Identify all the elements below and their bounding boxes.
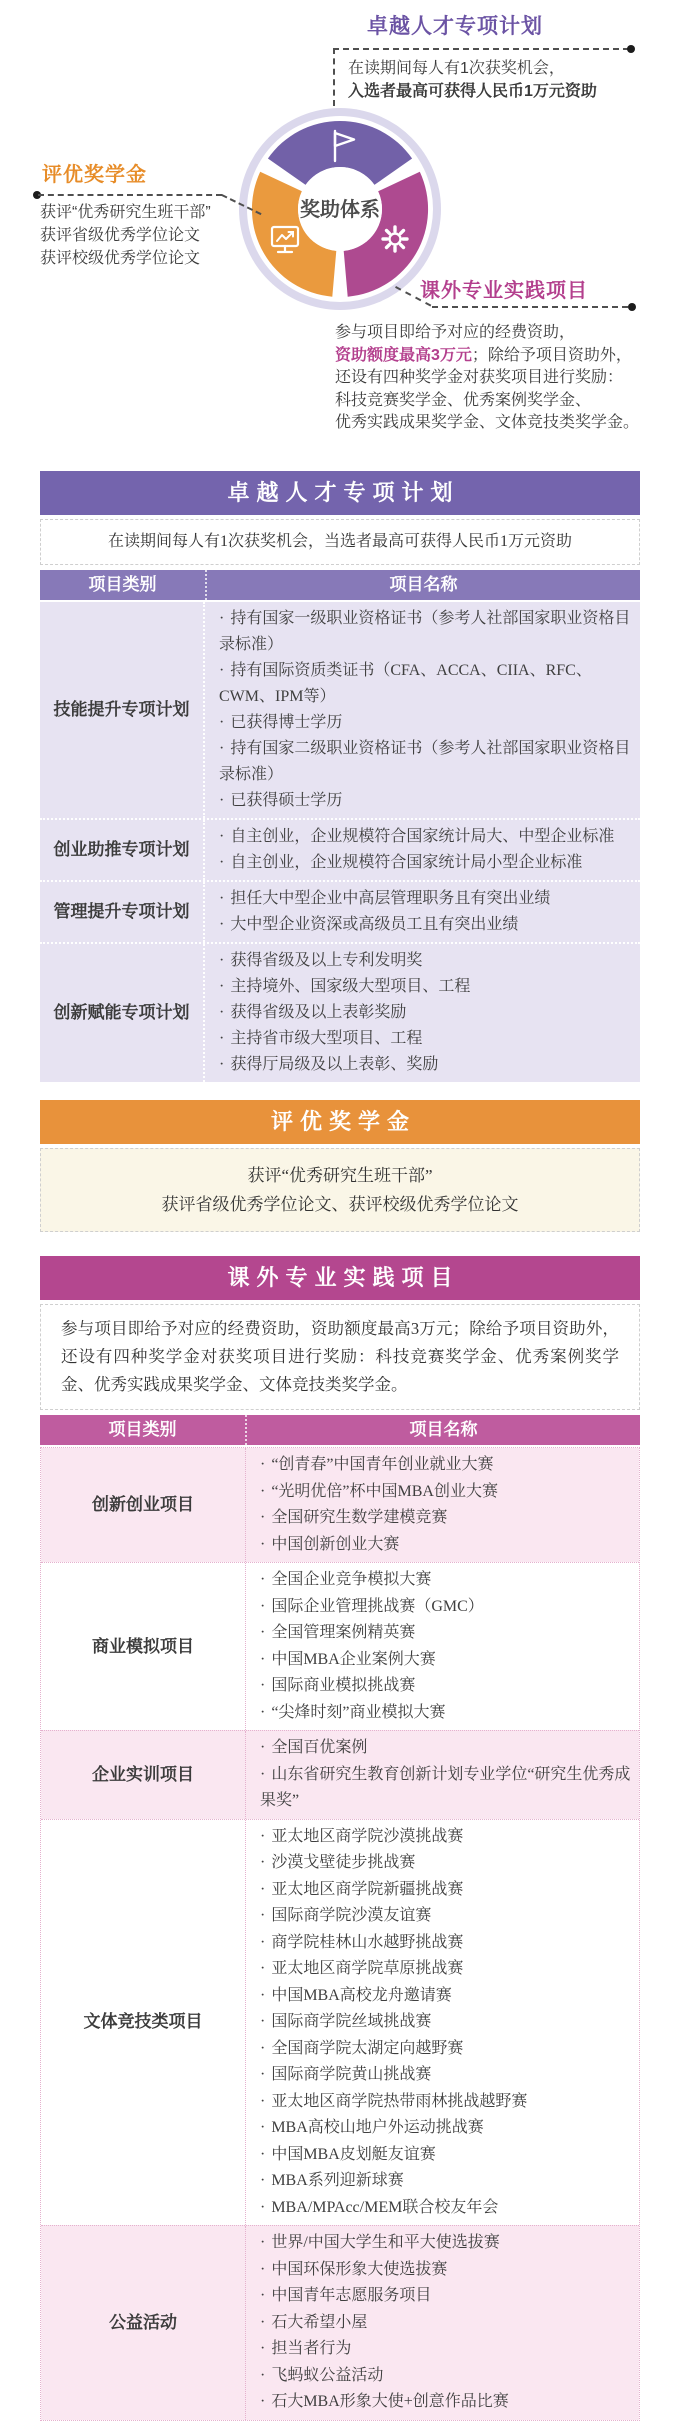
project-items <box>246 1563 639 1730</box>
project-item: · MBA高校山地户外运动挑战赛 <box>260 2115 639 2142</box>
callout-text: 获评省级优秀学位论文 <box>40 227 201 244</box>
section-scholarship <box>40 1100 640 1232</box>
callout-text: 科技竞赛奖学金、优秀案例奖学金、 <box>335 391 592 409</box>
project-item: · 中国MBA高校龙舟邀请赛 <box>260 1983 639 2010</box>
column-header-category: 项目类别 <box>40 570 207 600</box>
practice-intro: 参与项目即给予对应的经费资助，资助额度最高3万元；除给予项目资助外，还设有四种奖学金对获奖项目进行奖励：科技竞赛奖学金、优秀案例奖学金、优秀实践成果奖学金、文体竞技类奖学金。 <box>40 1304 640 1410</box>
scholarship-line: 获评“优秀研究生班干部” <box>247 1166 433 1185</box>
project-items <box>246 2226 639 2420</box>
table-row <box>41 1562 639 1730</box>
project-item: · 全国企业竞争模拟大赛 <box>260 1567 639 1594</box>
project-item: · 全国百优案例 <box>260 1735 639 1762</box>
project-item: · 飞蚂蚁公益活动 <box>260 2363 639 2390</box>
table-row <box>40 818 640 880</box>
project-item: · 全国管理案例精英赛 <box>260 1620 639 1647</box>
project-item: · 已获得硕士学历 <box>219 788 640 814</box>
callout-text-highlight: 资助额度最高3万元 <box>335 346 472 364</box>
excellence-table-header <box>40 570 640 600</box>
project-item: · 中国青年志愿服务项目 <box>260 2283 639 2310</box>
project-item: · 全国商学院太湖定向越野赛 <box>260 2036 639 2063</box>
project-item: · 主持境外、国家级大型项目、工程 <box>219 974 640 1000</box>
project-item: · 大中型企业资深或高级员工且有突出业绩 <box>219 912 640 938</box>
callout-text: 获评“优秀研究生班干部” <box>40 204 211 221</box>
project-item: · 主持省市级大型项目、工程 <box>219 1026 640 1052</box>
callout-text: 获评校级优秀学位论文 <box>40 250 201 267</box>
table-row <box>40 942 640 1082</box>
section-banner-scholarship: 评优奖学金 <box>40 1100 640 1144</box>
practice-table-header <box>40 1415 640 1445</box>
section-practice <box>40 1256 640 2421</box>
project-item: · 中国MBA皮划艇友谊赛 <box>260 2142 639 2169</box>
project-category: 创新创业项目 <box>41 1448 246 1562</box>
section-excellence <box>40 471 640 1082</box>
callout-text: 还设有四种奖学金对获奖项目进行奖励： <box>335 369 624 386</box>
diagram-center-label: 奖助体系 <box>300 199 380 221</box>
project-item: · 亚太地区商学院新疆挑战赛 <box>260 1877 639 1904</box>
project-item: · 国际商学院沙漠友谊赛 <box>260 1903 639 1930</box>
scholarship-line: 获评省级优秀学位论文、获评校级优秀学位论文 <box>161 1195 519 1214</box>
diagram-title-scholarship: 评优奖学金 <box>42 164 147 186</box>
project-category: 文体竞技类项目 <box>41 1820 246 2226</box>
project-item: · 担任大中型企业中高层管理职务且有突出业绩 <box>219 886 640 912</box>
project-item: · 石大希望小屋 <box>260 2310 639 2337</box>
section-banner-practice: 课外专业实践项目 <box>40 1256 640 1300</box>
project-item: · 世界/中国大学生和平大使选拔赛 <box>260 2230 639 2257</box>
column-header-name: 项目名称 <box>409 1420 478 1439</box>
project-items <box>246 1731 639 1819</box>
scholarship-box <box>40 1148 640 1232</box>
project-item: · 持有国家一级职业资格证书（参考人社部国家职业资格目录标准） <box>219 606 640 658</box>
connector-line <box>333 48 629 50</box>
table-row <box>41 1448 639 1562</box>
project-item: · 全国研究生数学建模竞赛 <box>260 1505 639 1532</box>
project-category: 公益活动 <box>41 2226 246 2420</box>
project-items <box>205 602 640 818</box>
table-row <box>40 880 640 942</box>
section-banner-excellence: 卓越人才专项计划 <box>40 471 640 515</box>
project-item: · 沙漠戈壁徒步挑战赛 <box>260 1850 639 1877</box>
connector-dot <box>627 45 635 53</box>
project-category: 技能提升专项计划 <box>40 602 205 818</box>
project-item: · 持有国际资质类证书（CFA、ACCA、CIIA、RFC、CWM、IPM等） <box>219 658 640 710</box>
project-category: 创业助推专项计划 <box>40 820 205 880</box>
project-item: · 中国创新创业大赛 <box>260 1532 639 1559</box>
project-item: · 亚太地区商学院热带雨林挑战越野赛 <box>260 2089 639 2116</box>
project-items <box>205 820 640 880</box>
callout-text: 参与项目即给予对应的经费资助， <box>335 324 576 341</box>
practice-callout-paragraph <box>335 322 639 435</box>
callout-text: 在读期间每人有1次获奖机会， <box>348 60 565 77</box>
project-item: · “尖烽时刻”商业模拟大赛 <box>260 1700 639 1727</box>
project-category: 企业实训项目 <box>41 1731 246 1819</box>
callout-text: 资助额度最高3万元；除给予项目资助外， <box>335 346 632 364</box>
award-system-diagram <box>0 0 679 448</box>
donut-chart <box>238 107 442 311</box>
table-row <box>41 1730 639 1819</box>
table-row <box>41 2225 639 2420</box>
project-item: · 石大MBA形象大使+创意作品比赛 <box>260 2389 639 2416</box>
diagram-title-practice: 课外专业实践项目 <box>420 280 588 302</box>
project-item: · 国际商学院黄山挑战赛 <box>260 2062 639 2089</box>
project-item: · 亚太地区商学院沙漠挑战赛 <box>260 1824 639 1851</box>
project-item: · 获得省级及以上专利发明奖 <box>219 948 640 974</box>
project-item: · 中国环保形象大使选拔赛 <box>260 2257 639 2284</box>
project-item: · “创青春”中国青年创业就业大赛 <box>260 1452 639 1479</box>
connector-line <box>333 48 335 106</box>
project-item: · 获得省级及以上表彰奖励 <box>219 1000 640 1026</box>
excellence-table-body <box>40 602 640 1082</box>
project-item: · 国际企业管理挑战赛（GMC） <box>260 1594 639 1621</box>
project-item: · 山东省研究生教育创新计划专业学位“研究生优秀成果奖” <box>260 1762 639 1815</box>
project-category: 商业模拟项目 <box>41 1563 246 1730</box>
project-item: · 中国MBA企业案例大赛 <box>260 1647 639 1674</box>
project-item: · 国际商业模拟挑战赛 <box>260 1673 639 1700</box>
project-items <box>205 882 640 942</box>
connector-line <box>432 306 628 308</box>
diagram-title-excellence: 卓越人才专项计划 <box>367 15 543 38</box>
table-row <box>41 1819 639 2226</box>
column-header-category: 项目类别 <box>40 1415 247 1445</box>
project-category: 管理提升专项计划 <box>40 882 205 942</box>
project-items <box>205 944 640 1082</box>
connector-line <box>38 194 222 196</box>
practice-table-body <box>40 1447 640 2421</box>
project-item: · 自主创业，企业规模符合国家统计局大、中型企业标准 <box>219 824 640 850</box>
project-item: · MBA系列迎新球赛 <box>260 2168 639 2195</box>
project-item: · 亚太地区商学院草原挑战赛 <box>260 1956 639 1983</box>
callout-text: 优秀实践成果奖学金、文体竞技类奖学金。 <box>335 414 640 431</box>
project-items <box>246 1820 639 2226</box>
project-item: · 获得厅局级及以上表彰、奖励 <box>219 1052 640 1078</box>
project-item: · 商学院桂林山水越野挑战赛 <box>260 1930 639 1957</box>
project-item: · “光明优倍”杯中国MBA创业大赛 <box>260 1479 639 1506</box>
column-header-name: 项目名称 <box>389 575 458 594</box>
connector-dot <box>628 303 636 311</box>
table-row <box>40 602 640 818</box>
project-item: · 担当者行为 <box>260 2336 639 2363</box>
project-item: · MBA/MPAcc/MEM联合校友年会 <box>260 2195 639 2222</box>
excellence-intro: 在读期间每人有1次获奖机会，当选者最高可获得人民币1万元资助 <box>40 519 640 565</box>
project-item: · 已获得博士学历 <box>219 710 640 736</box>
project-item: · 持有国家二级职业资格证书（参考人社部国家职业资格目录标准） <box>219 736 640 788</box>
callout-text-highlight: 入选者最高可获得人民币1万元资助 <box>348 83 597 100</box>
project-item: · 自主创业，企业规模符合国家统计局小型企业标准 <box>219 850 640 876</box>
project-item: · 国际商学院丝域挑战赛 <box>260 2009 639 2036</box>
project-items <box>246 1448 639 1562</box>
project-category: 创新赋能专项计划 <box>40 944 205 1082</box>
